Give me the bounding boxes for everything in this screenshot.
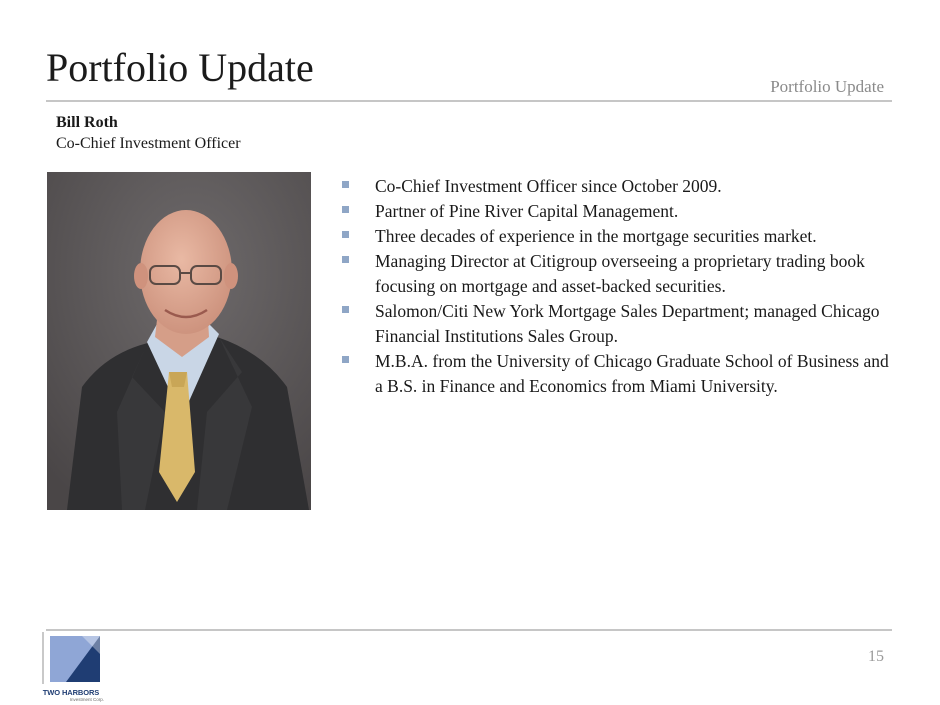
square-bullet-icon (342, 231, 349, 238)
profile-name: Bill Roth (56, 114, 118, 131)
bio-bullet: Managing Director at Citigroup overseeing a proprietary trading book focusing on mortgage and asset-backed securities. (338, 249, 898, 299)
square-bullet-icon (342, 181, 349, 188)
square-bullet-icon (342, 306, 349, 313)
square-bullet-icon (342, 206, 349, 213)
square-bullet-icon (342, 356, 349, 363)
bio-bullet: Three decades of experience in the mortgage securities market. (338, 224, 898, 249)
header-divider (46, 100, 892, 102)
logo-name: TWO HARBORS (42, 688, 100, 697)
bio-bullet: Co-Chief Investment Officer since October 2009. (338, 174, 898, 199)
page-number: 15 (868, 648, 884, 665)
profile-role: Co-Chief Investment Officer (56, 135, 241, 152)
profile-photo (47, 172, 311, 510)
slide-title: Portfolio Update (46, 45, 314, 90)
bio-bullet-list (338, 174, 898, 399)
footer-divider (46, 629, 892, 631)
bio-bullet: M.B.A. from the University of Chicago Graduate School of Business and a B.S. in Finance and Economics from Miami University. (338, 349, 898, 399)
bio-bullet: Salomon/Citi New York Mortgage Sales Department; managed Chicago Financial Institutions Sales Group. (338, 299, 898, 349)
bio-bullet: Partner of Pine River Capital Management. (338, 199, 898, 224)
logo-subtitle: Investment Corp. (69, 697, 104, 702)
section-label: Portfolio Update (770, 77, 884, 96)
square-bullet-icon (342, 256, 349, 263)
